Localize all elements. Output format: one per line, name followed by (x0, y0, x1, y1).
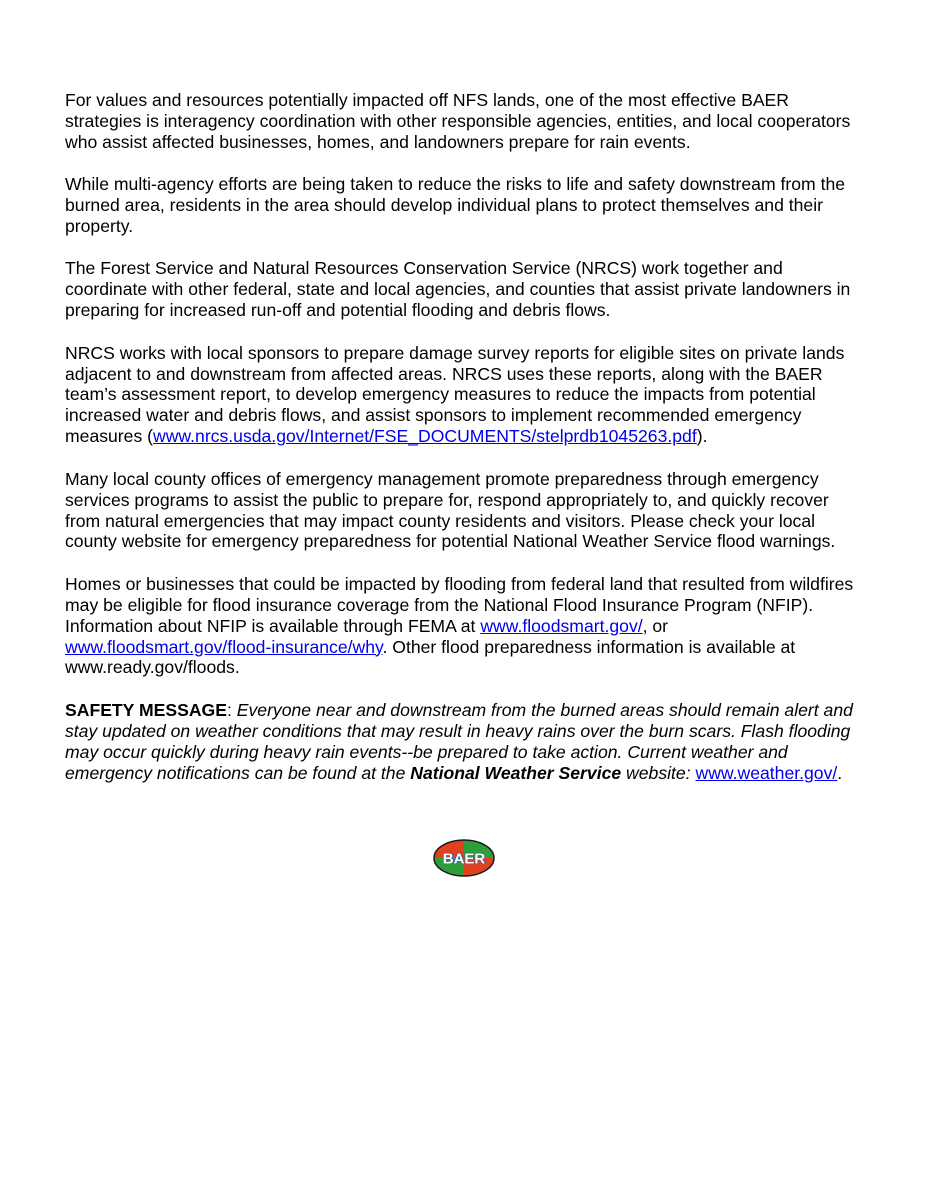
paragraph-nrcs-end: ). (696, 426, 708, 447)
paragraph-flood-text: Homes or businesses that could be impacted by flooding from federal land that resulted from wildfires may be eligible for flood insurance coverage from the National Flood Insurance Program (NFIP). Information about NFIP is available through FEMA at (65, 573, 854, 636)
document-body (65, 90, 865, 805)
floodsmart-why-link[interactable]: www.floodsmart.gov/flood-insurance/why (65, 636, 383, 657)
logo-text: BAER (442, 850, 486, 868)
paragraph-flood-mid: , or (642, 615, 669, 636)
baer-logo (432, 838, 496, 878)
paragraph-interagency: For values and resources potentially impacted off NFS lands, one of the most effective BAER strategies is interagency coordination with other responsible agencies, entities, and local cooperators who assist affected businesses, homes, and landowners prepare for rain events. (65, 90, 851, 152)
national-weather-service: National Weather Service (410, 762, 622, 783)
paragraph-multi-agency: While multi-agency efforts are being taken to reduce the risks to life and safety downstream from the burned area, residents in the area should develop individual plans to protect themselves and their property. (65, 174, 846, 237)
safety-message (65, 700, 865, 784)
paragraph-county-offices: Many local county offices of emergency management promote preparedness through emergency services programs to assist the public to prepare for, respond appropriately to, and quickly recover from natural emergencies that may impact county residents and visitors. Please check your local county website for emergency preparedness for potential National Weather Service flood warnings. (65, 468, 836, 552)
safety-message-text-2: website: (621, 762, 691, 783)
nrcs-document-link[interactable]: www.nrcs.usda.gov/Internet/FSE_DOCUMENTS/stelprdb1045263.pdf (153, 426, 697, 447)
safety-colon: : (226, 699, 237, 720)
paragraph-forest-service-nrcs: The Forest Service and Natural Resources Conservation Service (NRCS) work together and coordinate with other federal, state and local agencies, and counties that assist private landowners in preparing for increased run-off and potential flooding and debris flows. (65, 258, 851, 321)
baer-logo-icon (432, 838, 496, 878)
paragraph-nrcs-sponsors (65, 343, 865, 448)
safety-end: . (837, 762, 843, 783)
floodsmart-link[interactable]: www.floodsmart.gov/ (480, 615, 643, 636)
paragraph-flood-end: . Other flood preparedness information is available at www.ready.gov/floods. (65, 636, 796, 678)
safety-message-text: Everyone near and downstream from the burned areas should remain alert and stay updated on weather conditions that may result in heavy rains over the burn scars. Flash flooding may occur quickly during heavy rain events--be prepared to take action. Current weather and emergency notifications can be found at the (65, 699, 853, 783)
paragraph-nrcs-text: NRCS works with local sponsors to prepare damage survey reports for eligible sites on private lands adjacent to and downstream from affected areas. NRCS uses these reports, along with the BAER team’s assessment report, to develop emergency measures to reduce the impacts from potential increased water and debris flows, and assist sponsors to implement recommended emergency measures ( (65, 342, 845, 447)
safety-message-label: SAFETY MESSAGE (65, 699, 227, 720)
paragraph-flood-insurance (65, 574, 865, 679)
weather-gov-link[interactable]: www.weather.gov/ (695, 762, 838, 783)
